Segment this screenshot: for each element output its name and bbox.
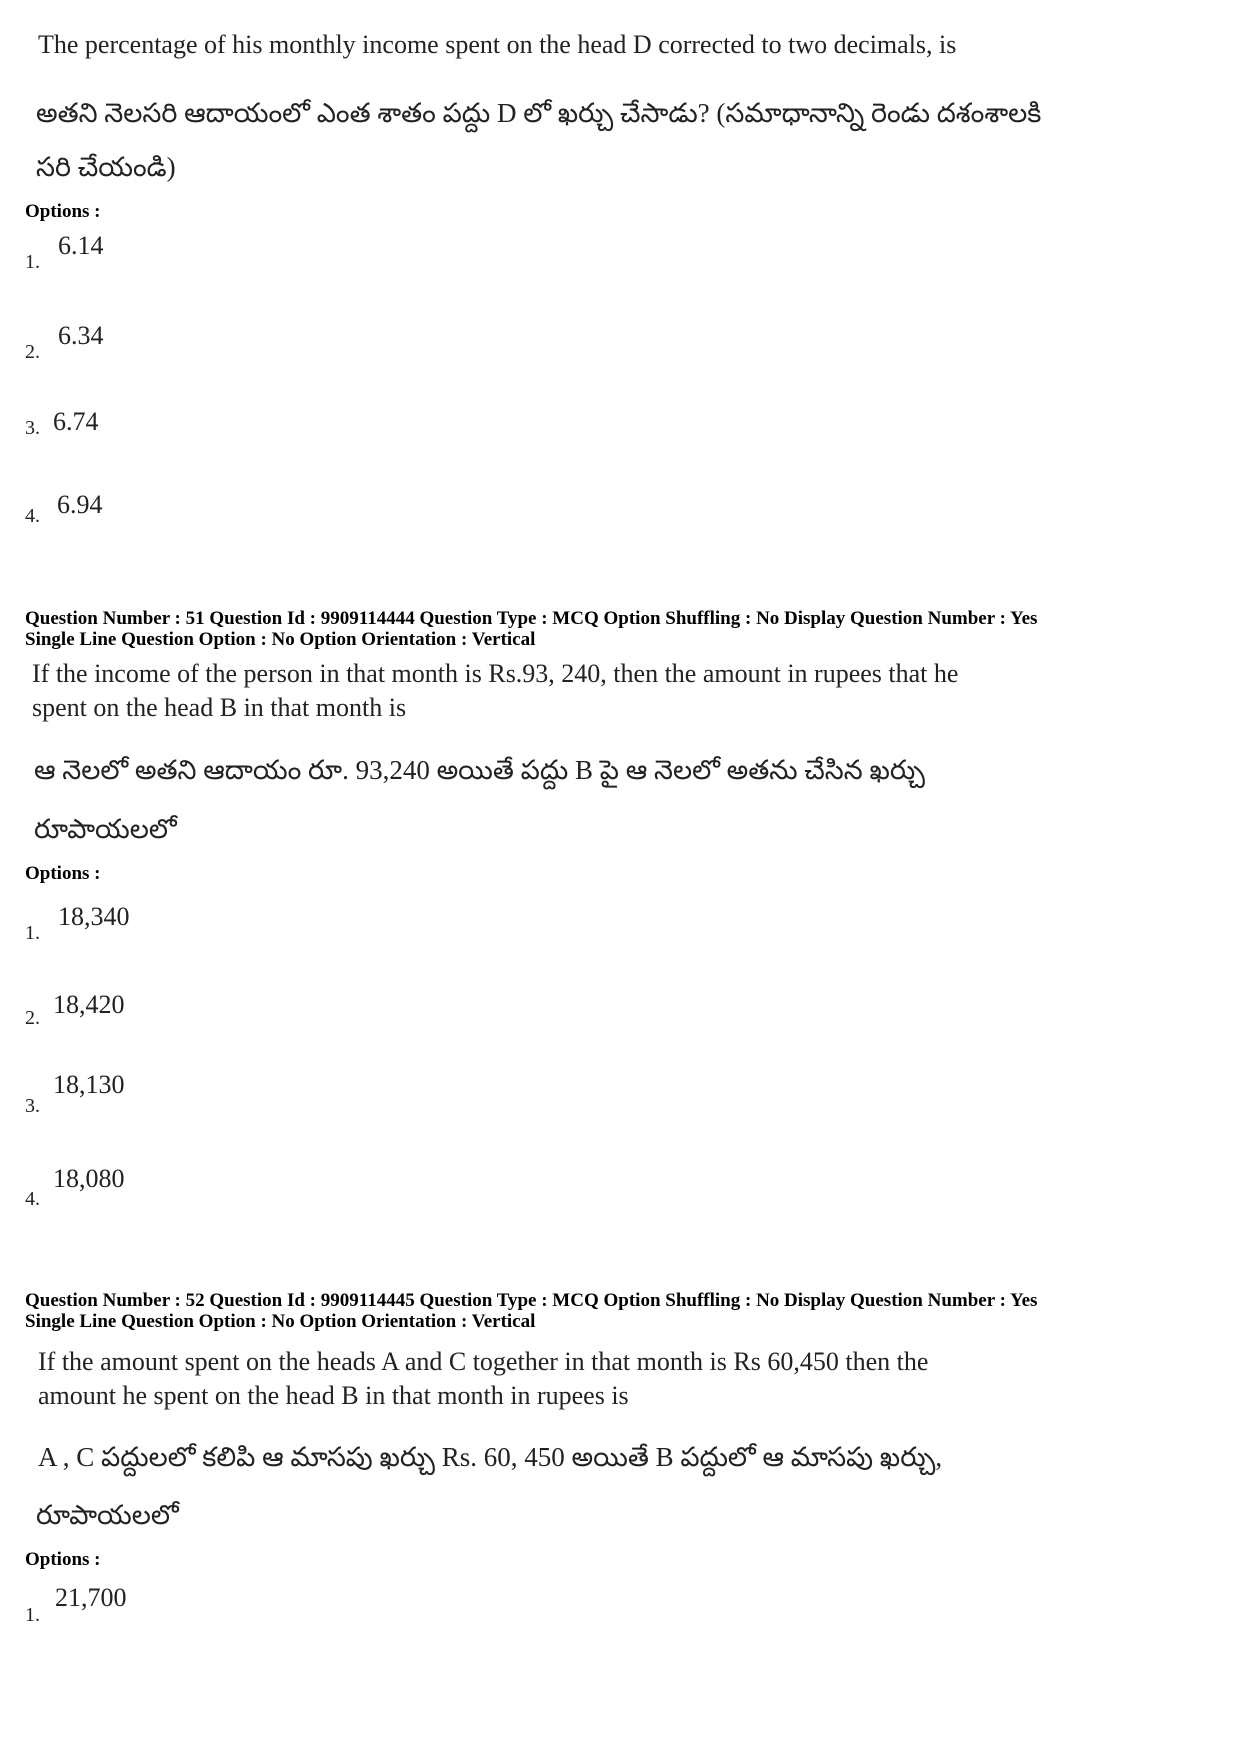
option-value[interactable]: 21,700	[55, 1583, 127, 1612]
option-number: 2.	[25, 1007, 40, 1029]
question-text-en: The percentage of his monthly income spent on the head D corrected to two decimals, is	[38, 30, 957, 59]
question-meta-line1: Question Number : 52 Question Id : 9909114445 Question Type : MCQ Option Shuffling : No Display Question Number : Yes	[25, 1290, 1038, 1311]
option-number: 3.	[25, 1095, 40, 1117]
question-text-en-line1: If the income of the person in that month is Rs.93, 240, then the amount in rupees that he	[32, 659, 959, 688]
question-meta-line2: Single Line Question Option : No Option Orientation : Vertical	[25, 1311, 536, 1332]
option-value[interactable]: 18,130	[53, 1070, 125, 1099]
option-value[interactable]: 6.14	[58, 231, 104, 260]
option-number: 4.	[25, 1188, 40, 1210]
question-text-te-line2: రూపాయలలో	[34, 814, 177, 844]
option-value[interactable]: 18,420	[53, 990, 125, 1019]
option-value[interactable]: 18,080	[53, 1164, 125, 1193]
question-text-en-line2: spent on the head B in that month is	[32, 693, 407, 722]
options-label: Options :	[25, 201, 101, 222]
question-text-te-line2: రూపాయలలో	[36, 1500, 179, 1530]
option-value[interactable]: 6.74	[53, 407, 99, 436]
option-number: 4.	[25, 505, 40, 527]
option-number: 2.	[25, 341, 40, 363]
option-number: 1.	[25, 1604, 40, 1626]
option-number: 1.	[25, 922, 40, 944]
question-text-te-line1: ఆ నెలలో అతని ఆదాయం రూ. 93,240 అయితే పద్దు B పై ఆ నెలలో అతను చేసిన ఖర్చు	[34, 755, 925, 785]
question-text-en-line2: amount he spent on the head B in that month in rupees is	[38, 1381, 629, 1410]
question-meta-line1: Question Number : 51 Question Id : 9909114444 Question Type : MCQ Option Shuffling : No Display Question Number : Yes	[25, 608, 1038, 629]
question-meta-line2: Single Line Question Option : No Option Orientation : Vertical	[25, 629, 536, 650]
option-number: 3.	[25, 417, 40, 439]
options-label: Options :	[25, 1549, 101, 1570]
question-text-te-line1: A , C పద్దులలో కలిపి ఆ మాసపు ఖర్చు Rs. 60, 450 అయితే B పద్దులో ఆ మాసపు ఖర్చు,	[38, 1442, 943, 1472]
option-number: 1.	[25, 251, 40, 273]
question-text-te-line1: అతని నెలసరి ఆదాయంలో ఎంత శాతం పద్దు D లో ఖర్చు చేసాడు? (సమాధానాన్ని రెండు దశంశాలకి	[36, 98, 1042, 128]
question-text-te-line2: సరి చేయండి)	[36, 152, 176, 182]
option-value[interactable]: 6.34	[58, 321, 104, 350]
options-label: Options :	[25, 863, 101, 884]
question-text-en-line1: If the amount spent on the heads A and C together in that month is Rs 60,450 then the	[38, 1347, 929, 1376]
option-value[interactable]: 6.94	[57, 490, 103, 519]
option-value[interactable]: 18,340	[58, 902, 130, 931]
